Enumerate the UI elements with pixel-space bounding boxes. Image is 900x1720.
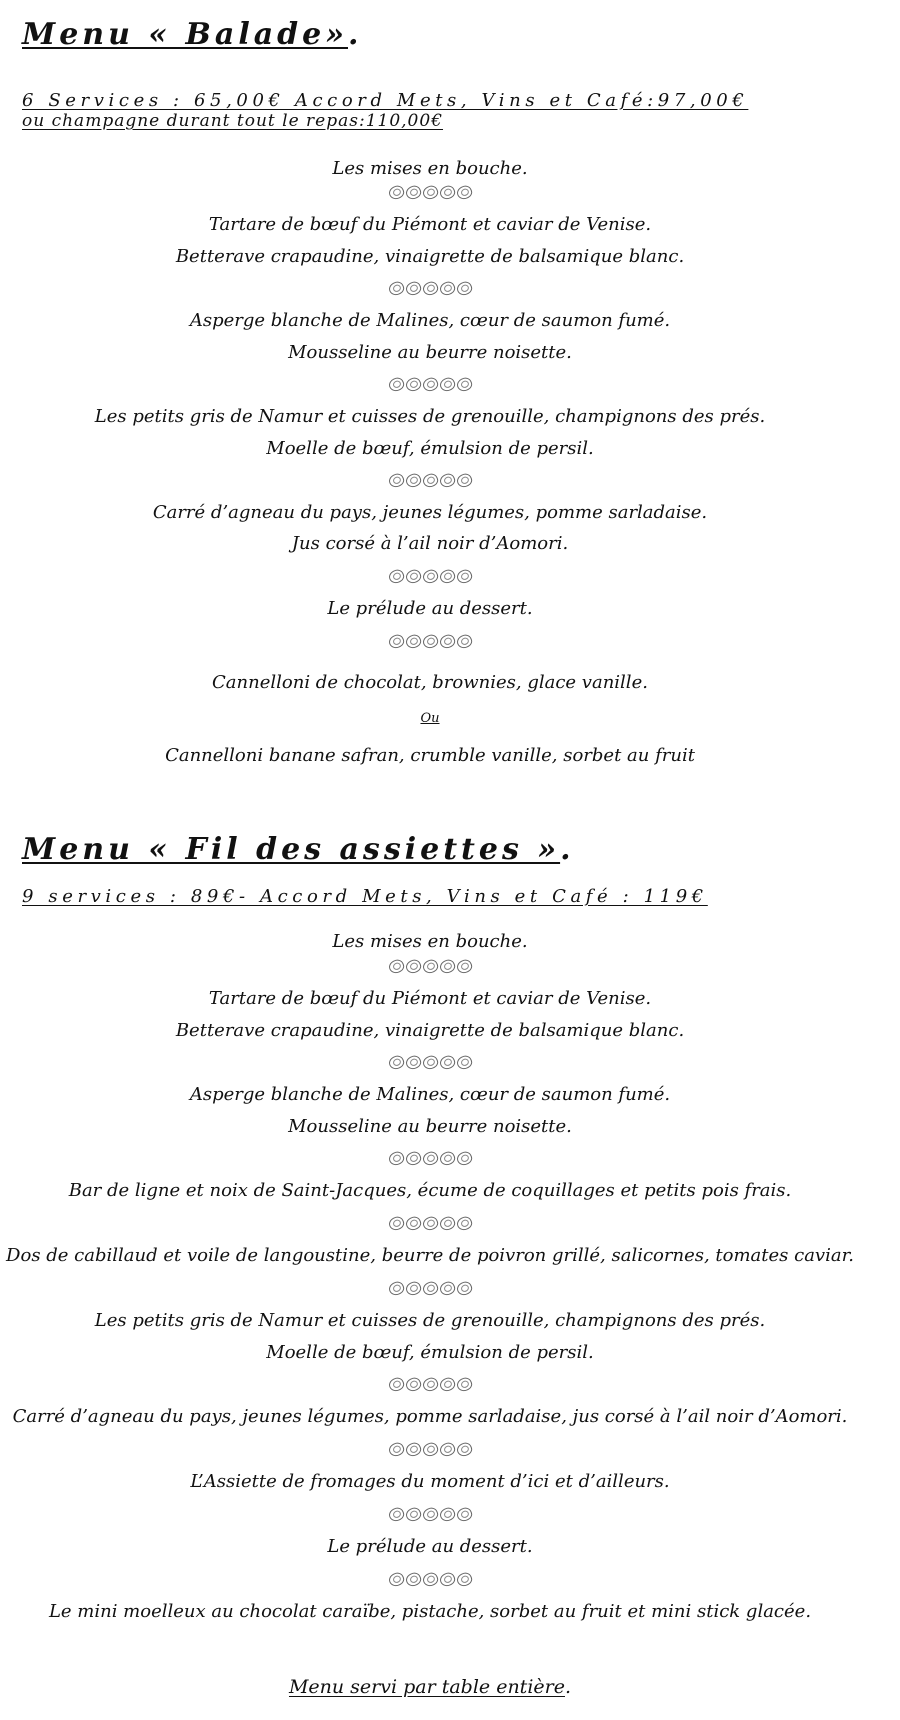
course-item: Mousseline au beurre noisette. [288, 1116, 572, 1137]
course-item: Les petits gris de Namur et cuisses de grenouille, champignons des prés. [94, 1310, 766, 1331]
snail-ornament-icon [0, 472, 860, 487]
snail-ornament-icon [0, 633, 860, 648]
snail-ornament-icon [0, 958, 860, 973]
snail-ornament-icon [0, 1054, 860, 1069]
course-item: Le prélude au dessert. [327, 1536, 533, 1557]
course-item: Betterave crapaudine, vinaigrette de balsamique blanc. [175, 246, 685, 267]
snail-ornament-icon [0, 1150, 860, 1165]
snail-ornament-icon [0, 568, 860, 583]
menu-balade-champagne-price: ou champagne durant tout le repas:110,00€ [22, 111, 444, 131]
course-item: Moelle de bœuf, émulsion de persil. [266, 438, 594, 459]
menu-fil-des-assiettes-title: Menu « Fil des assiettes ». [22, 832, 575, 867]
course-item: Les mises en bouche. [332, 158, 528, 179]
menu-balade-title: Menu « Balade». [22, 17, 363, 52]
snail-ornament-icon [0, 1376, 860, 1391]
course-item: Carré d’agneau du pays, jeunes légumes, pomme sarladaise. [152, 502, 708, 523]
course-item: Betterave crapaudine, vinaigrette de balsamique blanc. [175, 1020, 685, 1041]
footer-note: Menu servi par table entière. [288, 1676, 572, 1698]
course-item: L’Assiette de fromages du moment d’ici et d’ailleurs. [190, 1471, 670, 1492]
course-item: Cannelloni banane safran, crumble vanille, sorbet au fruit [165, 745, 695, 766]
course-item: Tartare de bœuf du Piémont et caviar de Venise. [208, 988, 652, 1009]
or-label: Ou [420, 711, 440, 726]
course-item: Carré d’agneau du pays, jeunes légumes, pomme sarladaise, jus corsé à l’ail noir d’Aomori. [12, 1406, 848, 1427]
course-item: Cannelloni de chocolat, brownies, glace vanille. [212, 672, 648, 693]
snail-ornament-icon [0, 1441, 860, 1456]
course-item: Mousseline au beurre noisette. [288, 342, 572, 363]
course-item: Moelle de bœuf, émulsion de persil. [266, 1342, 594, 1363]
course-item: Asperge blanche de Malines, cœur de saumon fumé. [189, 310, 671, 331]
course-item: Jus corsé à l’ail noir d’Aomori. [291, 533, 569, 554]
snail-ornament-icon [0, 1506, 860, 1521]
snail-ornament-icon [0, 1280, 860, 1295]
course-item: Les mises en bouche. [332, 931, 528, 952]
snail-ornament-icon [0, 376, 860, 391]
snail-ornament-icon [0, 1571, 860, 1586]
menu-balade-price: 6 Services : 65,00€ Accord Mets, Vins et Café:97,00€ [22, 90, 749, 111]
course-item: Le mini moelleux au chocolat caraïbe, pistache, sorbet au fruit et mini stick glacée. [48, 1601, 812, 1622]
course-item: Les petits gris de Namur et cuisses de grenouille, champignons des prés. [94, 406, 766, 427]
snail-ornament-icon [0, 1215, 860, 1230]
snail-ornament-icon [0, 280, 860, 295]
course-item: Asperge blanche de Malines, cœur de saumon fumé. [189, 1084, 671, 1105]
snail-ornament-icon [0, 184, 860, 199]
course-item: Dos de cabillaud et voile de langoustine, beurre de poivron grillé, salicornes, tomates caviar. [6, 1245, 854, 1266]
course-item: Tartare de bœuf du Piémont et caviar de Venise. [208, 214, 652, 235]
course-item: Bar de ligne et noix de Saint-Jacques, écume de coquillages et petits pois frais. [68, 1180, 792, 1201]
menu-fil-des-assiettes-price: 9 services : 89€- Accord Mets, Vins et Café : 119€ [22, 886, 708, 907]
course-item: Le prélude au dessert. [327, 598, 533, 619]
